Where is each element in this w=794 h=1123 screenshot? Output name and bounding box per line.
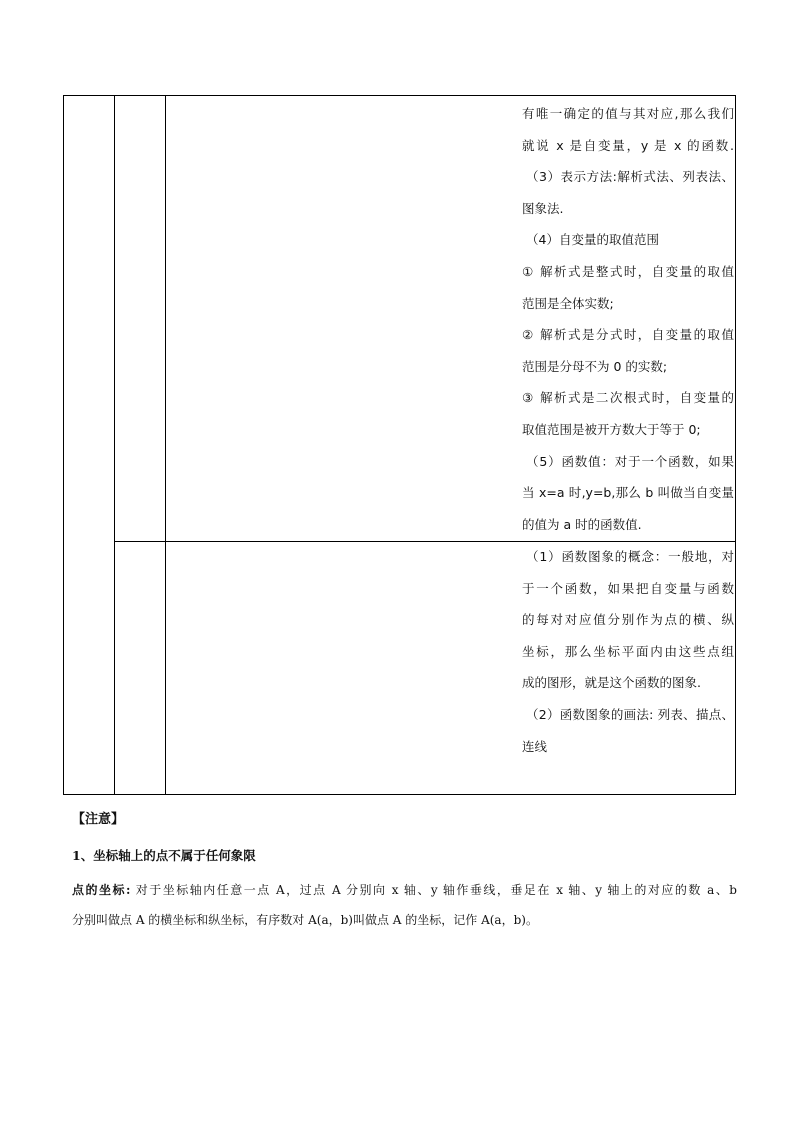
row1-line: 图象法. [522, 200, 564, 216]
row1-line: ③ 解析式是二次根式时，自变量的 [522, 390, 734, 406]
row2-line: （2）函数图象的画法: 列表、描点、 [526, 706, 734, 722]
row2-line: 连线 [522, 738, 548, 754]
coordinate-definition-paragraph [72, 875, 737, 935]
row1-line: （3）表示方法:解析式法、列表法、 [526, 169, 734, 185]
bold-lead-term: 点的坐标: [72, 883, 131, 897]
row1-line: ② 解析式是分式时，自变量的取值 [522, 327, 734, 343]
row1-line: 就说 x 是自变量，y 是 x 的函数. [522, 137, 734, 153]
content-table [63, 95, 736, 795]
paragraph-line-1 [72, 875, 737, 905]
row1-line: 范围是全体实数; [522, 295, 614, 311]
row2-line: 的每对对应值分别作为点的横、纵 [522, 612, 734, 628]
row2-line: 成的图形，就是这个函数的图象. [522, 675, 701, 691]
row1-line: （5）函数值：对于一个函数，如果 [526, 453, 734, 469]
paragraph-line-2: 分别叫做点 A 的横坐标和纵坐标，有序数对 A(a，b)叫做点 A 的坐标，记作 A(a，b)。 [72, 913, 538, 927]
row1-line: 范围是分母不为 0 的实数; [522, 358, 668, 374]
section-heading: 1、坐标轴上的点不属于任何象限 [72, 848, 256, 863]
row1-line: 的值为 a 时的函数值. [522, 516, 642, 532]
row2-content-cell [522, 541, 734, 762]
row2-line: （1）函数图象的概念：一般地，对 [526, 549, 734, 564]
note-label: 【注意】 [72, 812, 125, 827]
row1-line: 当 x=a 时,y=b,那么 b 叫做当自变量 [522, 485, 734, 501]
row1-line: （4）自变量的取值范围 [526, 232, 659, 248]
row1-line: 有唯一确定的值与其对应,那么我们 [522, 106, 734, 121]
row2-line: 于一个函数，如果把自变量与函数 [522, 580, 734, 596]
row2-line: 坐标，那么坐标平面内由这些点组 [522, 643, 734, 659]
column-divider-2 [165, 96, 166, 794]
column-divider-1 [114, 96, 115, 794]
paragraph-line-1-text: 对于坐标轴内任意一点 A，过点 A 分别向 x 轴、y 轴作垂线，垂足在 x 轴、y 轴上的对应的数 a、b [130, 883, 737, 897]
row1-line: 取值范围是被开方数大于等于 0; [522, 421, 701, 437]
row1-content-cell [522, 98, 734, 540]
row1-line: ① 解析式是整式时，自变量的取值 [522, 263, 734, 279]
